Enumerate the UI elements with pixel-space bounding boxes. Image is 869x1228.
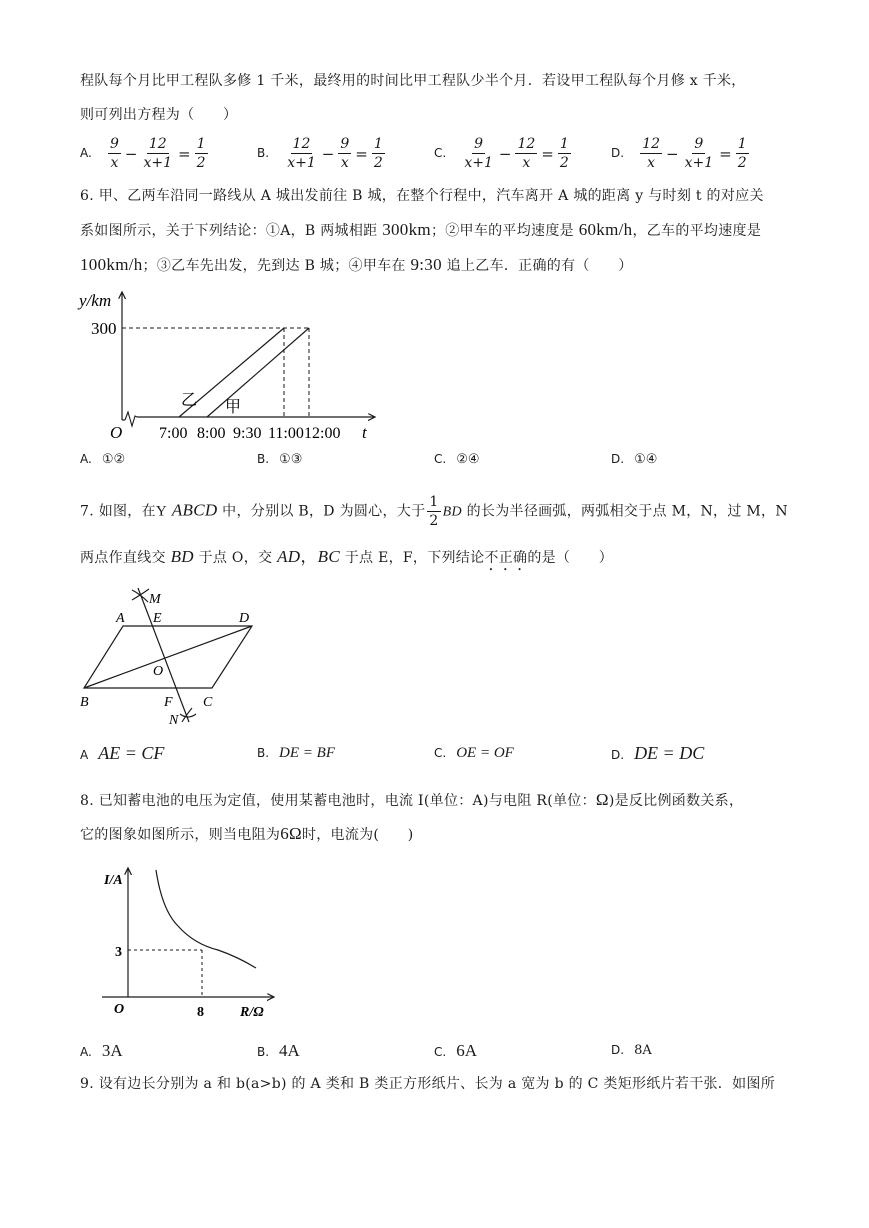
q5-option-b[interactable] (257, 136, 387, 171)
point-d-label: D (239, 611, 250, 626)
denominator: 2 (737, 155, 747, 171)
option-label: C. (434, 1045, 447, 1059)
x-tick-930: 9:30 (233, 425, 262, 442)
half-fraction (427, 494, 440, 529)
point-f-label: F (164, 695, 173, 710)
diagonal-bd (84, 626, 252, 688)
arc-n-2 (182, 708, 192, 722)
denominator: x+1 (287, 155, 316, 171)
denominator: x (522, 155, 531, 171)
y-axis-label: I/A (104, 873, 123, 888)
option-text: AE = CF (98, 743, 165, 763)
q6-option-b[interactable] (257, 452, 302, 467)
q8-option-d[interactable] (611, 1043, 652, 1058)
q6-option-a[interactable] (80, 452, 125, 467)
x-tick-1200: 12:00 (304, 425, 341, 442)
option-text: OE = OF (456, 745, 514, 761)
point-o-label: O (153, 664, 164, 679)
x-axis-label: R/Ω (240, 1005, 264, 1020)
numerator: 1 (559, 136, 569, 152)
denominator: x+1 (684, 155, 714, 171)
q5-line-2: 则可列出方程为（ ） (80, 107, 238, 123)
text: 追上乙车．正确的有（ ） (441, 258, 633, 274)
q7-line-1 (80, 494, 788, 529)
fraction (195, 136, 208, 171)
option-text: 3A (101, 1041, 123, 1060)
x-tick-700: 7:00 (159, 425, 188, 442)
fraction (736, 136, 749, 171)
option-label: A (80, 748, 89, 762)
q8-option-b[interactable] (257, 1041, 300, 1061)
denominator: x (647, 155, 656, 171)
option-label: A. (80, 146, 92, 160)
option-label: B. (257, 746, 270, 760)
emphasized-text: 不正确 (484, 550, 528, 566)
q8-option-a[interactable] (80, 1041, 123, 1061)
origin-label: O (114, 1002, 125, 1017)
q7-line-2 (80, 547, 614, 574)
segment-bd: BD (442, 504, 462, 520)
numerator: 12 (292, 136, 311, 152)
option-text: DE = BF (279, 745, 335, 761)
denominator: x+1 (464, 155, 493, 171)
minus-sign: − (498, 144, 512, 163)
distance-value: 300km (382, 220, 431, 239)
q6-option-c[interactable] (434, 452, 480, 467)
option-label: A. (80, 452, 92, 466)
option-text: DE = DC (634, 743, 705, 763)
q8-current-resistance-graph (98, 860, 278, 1020)
label-jia: 甲 (225, 399, 242, 416)
denominator: 2 (559, 155, 569, 171)
equals-sign: = (541, 144, 554, 163)
speed-value: 60km/h (578, 220, 633, 239)
option-text: 8A (634, 1043, 652, 1058)
label-yi: 乙 (181, 392, 198, 409)
equals-sign: = (178, 144, 191, 163)
q7-option-b[interactable] (257, 745, 335, 762)
q6-distance-time-graph (75, 288, 385, 448)
option-label: D. (611, 1043, 625, 1057)
numerator: 12 (642, 136, 661, 152)
fraction (683, 136, 716, 171)
option-label: D. (611, 748, 625, 762)
fraction (515, 136, 537, 171)
q7-option-d[interactable] (611, 743, 704, 764)
numerator: 1 (196, 136, 206, 152)
q5-option-c[interactable] (434, 136, 573, 171)
arc-m (132, 589, 149, 600)
q9-line-1: 9. 设有边长分别为 a 和 b(a>b) 的 A 类和 B 类正方形纸片、长为 a 宽为 b 的 C 类矩形纸片若干张．如图所 (80, 1076, 775, 1092)
minus-sign: − (321, 144, 335, 163)
option-text: ①④ (634, 452, 658, 467)
numerator: 9 (109, 136, 119, 152)
q7-option-a[interactable] (80, 743, 164, 764)
q6-line-3 (80, 255, 633, 274)
text: 的长为半径画弧，两弧相交于点 M，N，过 M，N (461, 503, 788, 520)
q8-option-c[interactable] (434, 1041, 477, 1061)
axis-break-mark (125, 412, 137, 426)
parallelogram-symbol: Y (155, 503, 168, 520)
option-label: B. (257, 146, 270, 160)
q6-line-2 (80, 220, 762, 239)
text: ；③乙车先出发，先到达 B 城；④甲车在 (142, 258, 411, 274)
text: 两点作直线交 (80, 550, 171, 566)
equals-sign: = (719, 144, 732, 163)
option-text: 4A (279, 1041, 300, 1060)
inverse-curve (156, 870, 256, 968)
segment-bc: BC (317, 547, 340, 566)
fraction (462, 136, 495, 171)
fraction (640, 136, 662, 171)
option-label: D. (611, 146, 625, 160)
option-label: B. (257, 1045, 270, 1059)
y-tick-3: 3 (115, 945, 122, 960)
parallelogram-name: ABCD (171, 500, 218, 520)
numerator: 12 (517, 136, 536, 152)
numerator: 9 (694, 136, 704, 152)
text: ， (300, 547, 318, 566)
ohm-symbol: Ω (595, 790, 609, 809)
text: 于点 E，F，下列结论 (339, 550, 485, 566)
q5-option-a[interactable] (80, 136, 210, 171)
text: )是反比例函数关系， (608, 793, 744, 809)
option-label: C. (434, 146, 447, 160)
option-label: B. (257, 452, 270, 466)
x-tick-8: 8 (197, 1005, 204, 1020)
q7-parallelogram-figure (76, 580, 256, 730)
numerator: 9 (340, 136, 350, 152)
equals-sign: = (355, 144, 368, 163)
text: 系如图所示，关于下列结论：①A，B 两城相距 (80, 223, 383, 239)
point-n-label: N (169, 713, 179, 728)
text: 于点 O，交 (193, 550, 278, 566)
text: 8. 已知蓄电池的电压为定值，使用某蓄电池时，电流 I(单位：A)与电阻 R(单位： (80, 793, 596, 809)
q5-option-d[interactable] (611, 136, 751, 171)
fraction (558, 136, 571, 171)
segment-ad: AD (277, 547, 301, 566)
numerator: 1 (373, 136, 383, 152)
text: ；②甲车的平均速度是 (430, 223, 579, 239)
segment-bd: BD (170, 547, 194, 566)
line-jia (207, 328, 309, 417)
text: 它的图象如图所示，则当电阻为 (80, 827, 281, 843)
q8-line-2 (80, 824, 414, 843)
q5-line-1: 程队每个月比甲工程队多修 1 千米，最终用的时间比甲工程队少半个月．若设甲工程队每个月修 x 千米， (80, 73, 746, 89)
option-label: D. (611, 452, 625, 466)
option-text: ①② (101, 452, 126, 467)
option-label: C. (434, 452, 447, 466)
minus-sign: − (124, 144, 138, 163)
q7-option-c[interactable] (434, 745, 514, 762)
point-c-label: C (203, 695, 213, 710)
denominator: x (110, 155, 119, 171)
denominator: x (340, 155, 349, 171)
q6-option-d[interactable] (611, 452, 657, 467)
q6-line-1: 6. 甲、乙两车沿同一路线从 A 城出发前往 B 城，在整个行程中，汽车离开 A 城的距离 y 与时刻 t 的对应关 (80, 188, 764, 204)
fraction (285, 136, 318, 171)
numerator: 1 (737, 136, 747, 152)
point-m-label: M (149, 592, 161, 607)
x-axis-label: t (362, 423, 367, 442)
fraction (372, 136, 385, 171)
text: 7. 如图，在 (80, 503, 156, 520)
option-text: 6A (456, 1041, 477, 1060)
text: 的是（ ） (527, 550, 614, 566)
denominator: 2 (429, 513, 439, 529)
option-text: ②④ (456, 452, 480, 467)
option-text: ①③ (279, 452, 303, 467)
fraction (108, 136, 121, 171)
point-a-label: A (116, 611, 125, 626)
denominator: 2 (373, 155, 383, 171)
point-e-label: E (153, 611, 162, 626)
fraction (338, 136, 351, 171)
text: ，乙车的平均速度是 (632, 223, 762, 239)
numerator: 1 (429, 494, 439, 510)
text: 中，分别以 B，D 为圆心，大于 (217, 503, 426, 520)
q8-line-1 (80, 790, 744, 809)
resistance-value: 6Ω (280, 824, 302, 843)
numerator: 9 (474, 136, 484, 152)
fraction (141, 136, 174, 171)
option-label: A. (80, 1045, 92, 1059)
y-tick-300: 300 (91, 319, 117, 338)
speed-value: 100km/h (80, 255, 143, 274)
text: 时，电流为( ) (301, 827, 414, 843)
time-value: 9:30 (410, 255, 442, 274)
arc-n (180, 714, 196, 717)
denominator: x+1 (143, 155, 172, 171)
denominator: 2 (196, 155, 206, 171)
x-tick-800: 8:00 (197, 425, 226, 442)
option-label: C. (434, 746, 447, 760)
x-tick-1100: 11:00 (268, 425, 304, 442)
minus-sign: − (666, 144, 679, 163)
point-b-label: B (80, 695, 89, 710)
y-axis-label: y/km (79, 291, 112, 310)
origin-label: O (110, 423, 123, 442)
numerator: 12 (148, 136, 167, 152)
